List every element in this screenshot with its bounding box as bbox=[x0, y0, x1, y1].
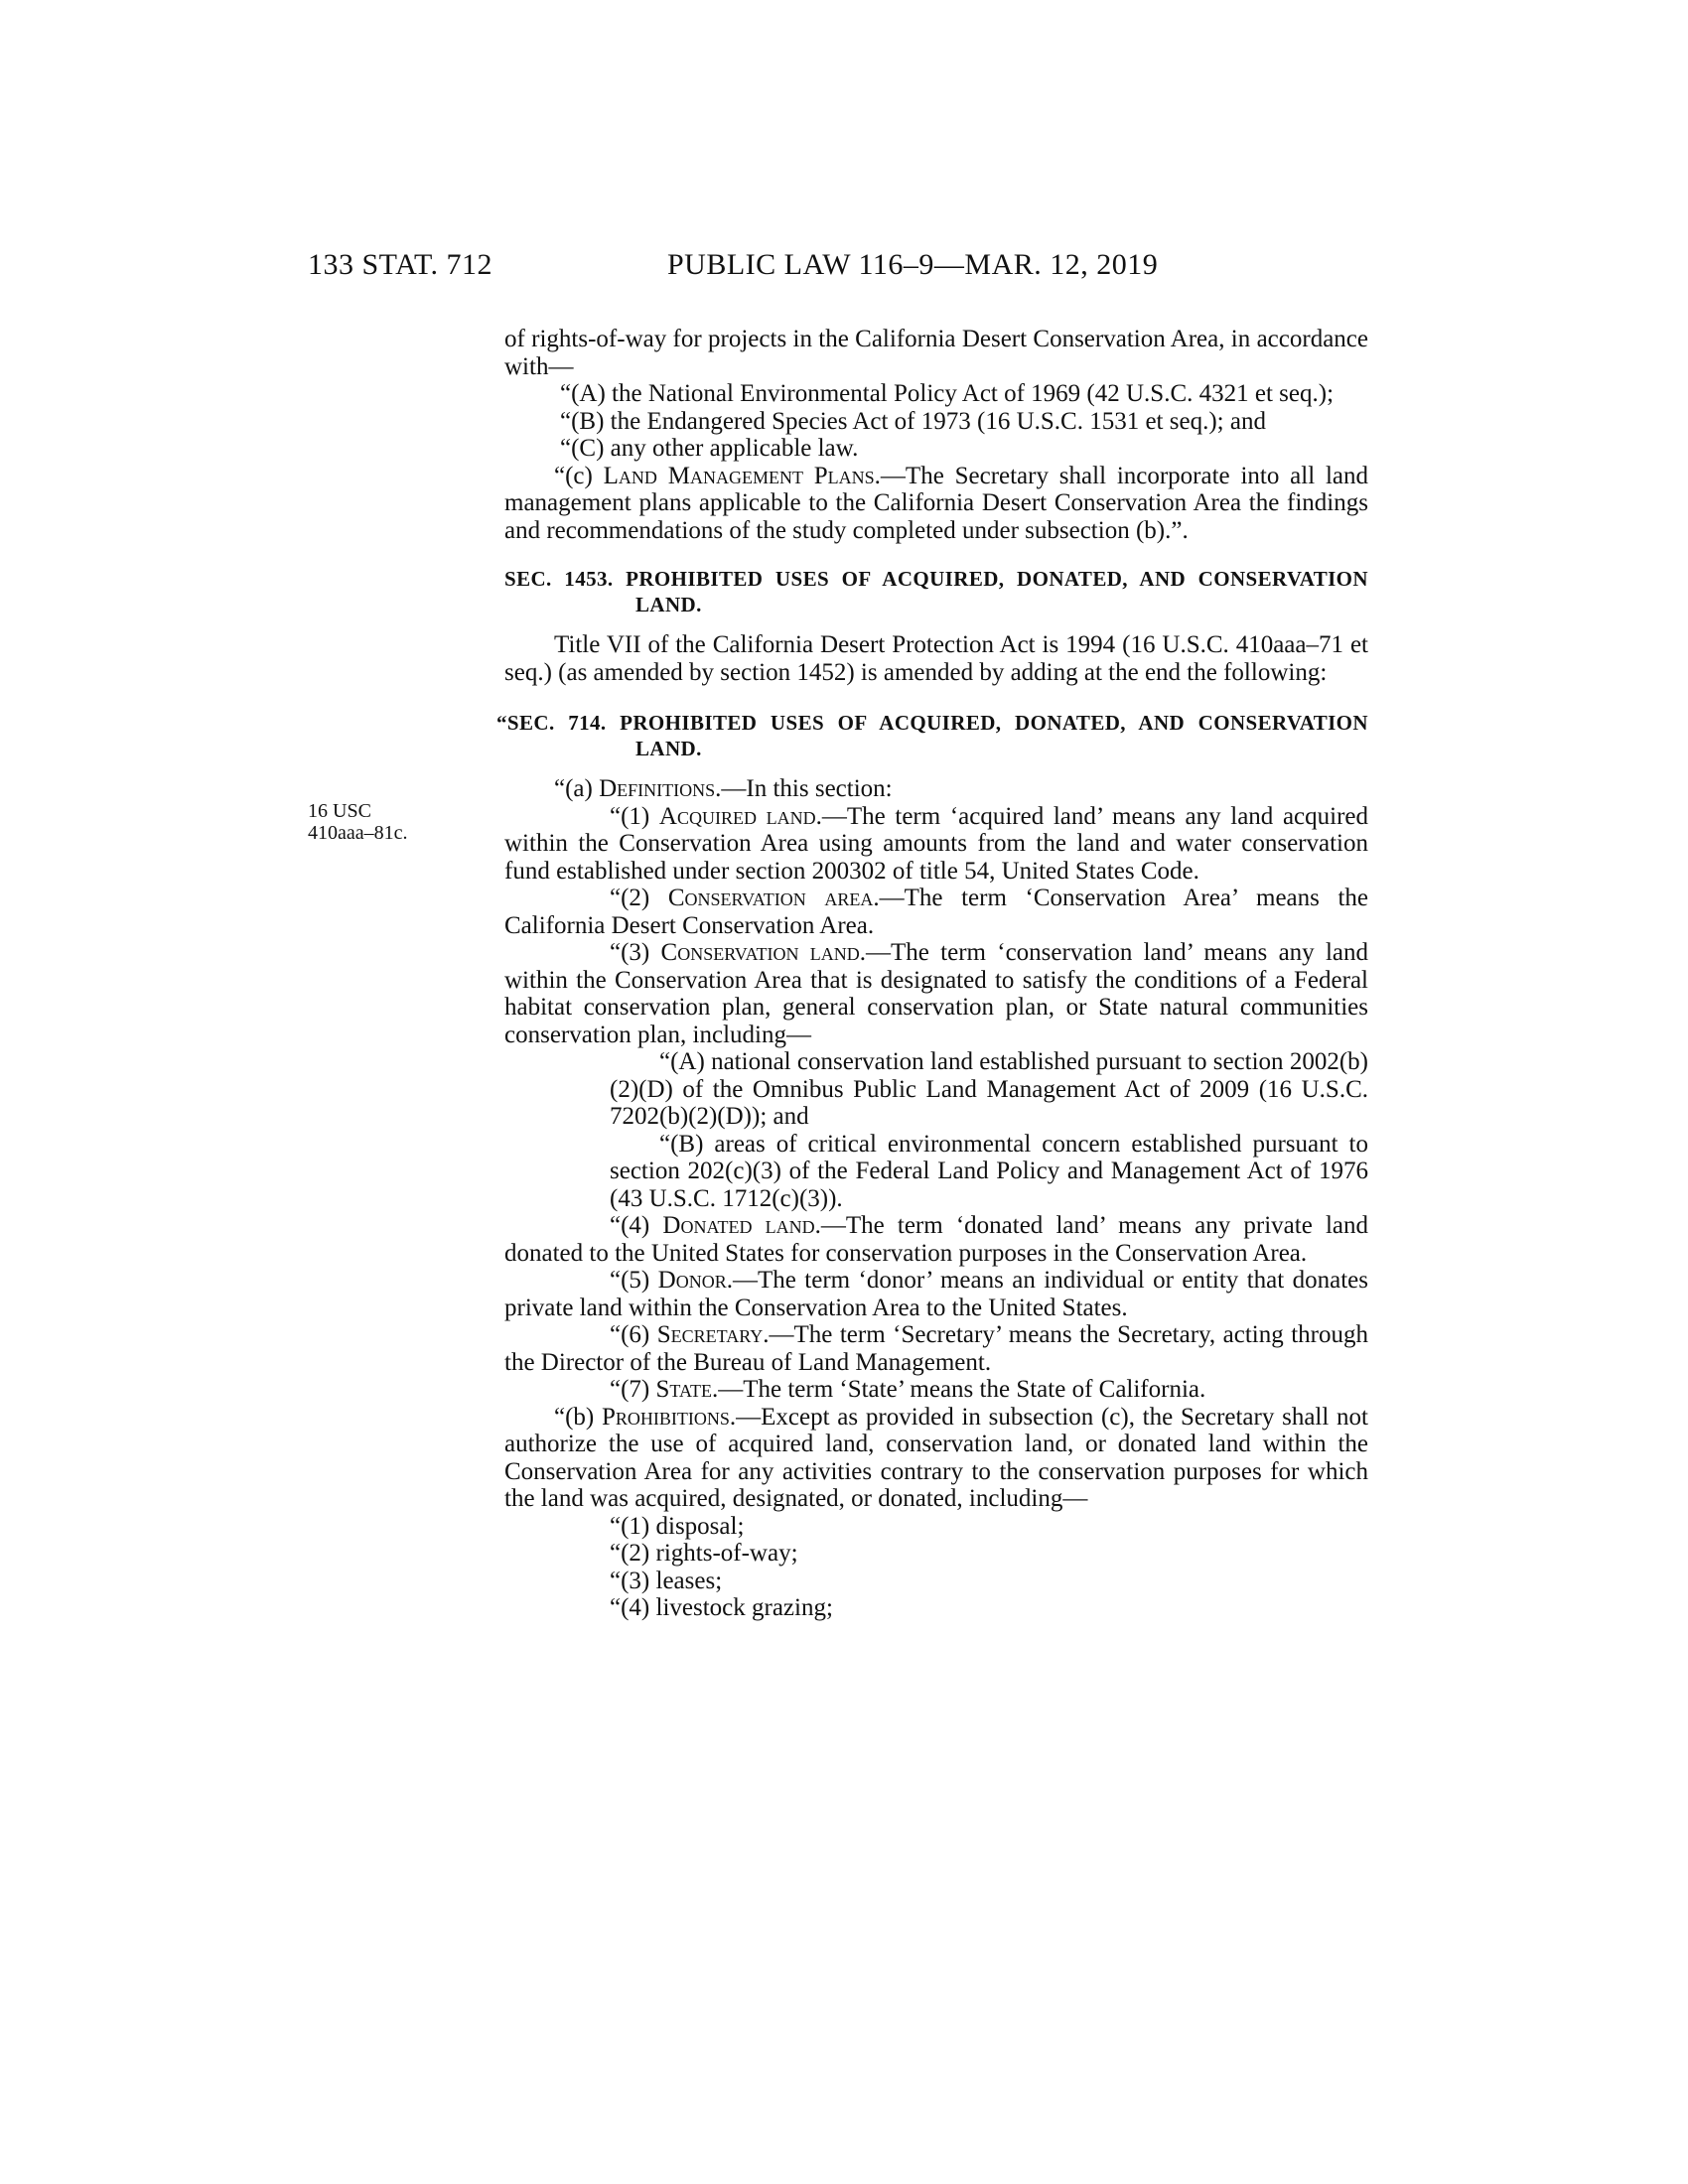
definition-7-text: .—The term ‘State’ means the State of California. bbox=[711, 1376, 1206, 1403]
definition-5-heading: Donor bbox=[657, 1267, 727, 1294]
section-714-heading: “SEC. 714. PROHIBITED USES OF ACQUIRED, DONATED, AND CONSERVATION LAND. bbox=[496, 711, 1368, 760]
definition-6-heading: Secretary bbox=[656, 1321, 764, 1348]
definition-acquired-land bbox=[504, 803, 1368, 886]
document-body bbox=[496, 326, 1369, 1622]
definition-5-label: “(5) bbox=[610, 1267, 658, 1294]
margin-note-line-2: 410aaa–81c. bbox=[308, 822, 408, 844]
definition-4-text: .—The term ‘donated land’ means any private land donated to the United States for conservation purposes in the Conservation Area. bbox=[504, 1212, 1368, 1267]
definition-4-label: “(4) bbox=[610, 1212, 663, 1239]
definition-donated-land bbox=[504, 1212, 1368, 1267]
definition-4-heading: Donated land bbox=[662, 1212, 815, 1239]
definition-6-text: .—The term ‘Secretary’ means the Secretary, acting through the Director of the Bureau of Land Management. bbox=[504, 1321, 1368, 1376]
definition-2-heading: Conservation area bbox=[667, 885, 874, 911]
subsection-c-label: “(c) bbox=[554, 462, 604, 489]
item-endangered-species-act: “(B) the Endangered Species Act of 1973 (16 U.S.C. 1531 et seq.); and bbox=[560, 407, 1266, 435]
subsection-a-label: “(a) bbox=[554, 775, 600, 802]
prohibition-leases: “(3) leases; bbox=[610, 1567, 723, 1594]
prohibition-rights-of-way: “(2) rights-of-way; bbox=[610, 1540, 798, 1567]
item-national-conservation-land: “(A) national conservation land established pursuant to section 2002(b)(2)(D) of the Omnibus Public Land Management Act of 2009 (16 U.S.C. 7202(b)(2)(D)); and bbox=[610, 1048, 1368, 1130]
definition-2-text: .—The term ‘Conservation Area’ means the California Desert Conservation Area. bbox=[504, 885, 1369, 939]
subsection-a-heading: Definitions bbox=[599, 775, 716, 802]
definition-7-heading: State bbox=[655, 1376, 712, 1403]
margin-note-line-1: 16 USC bbox=[308, 800, 371, 822]
paragraph-rights-of-way: of rights-of-way for projects in the California Desert Conservation Area, in accordance with— bbox=[504, 326, 1368, 380]
subsection-c-land-management-plans bbox=[504, 463, 1368, 545]
prohibition-disposal: “(1) disposal; bbox=[610, 1512, 745, 1540]
page-header bbox=[0, 248, 1688, 288]
definition-3-text: .—The term ‘conservation land’ means any land within the Conservation Area that is designated to satisfy the conditions of a Federal habitat conservation plan, general conservation plan, or State natural communities conservation plan, including— bbox=[504, 939, 1369, 1048]
public-law-reference: PUBLIC LAW 116–9—MAR. 12, 2019 bbox=[667, 248, 1159, 281]
definition-3-heading: Conservation land bbox=[660, 939, 860, 966]
definition-1-text: .—The term ‘acquired land’ means any land acquired within the Conservation Area using amounts from the land and water conservation fund established under section 200302 of title 54, United States Code. bbox=[504, 802, 1369, 885]
definition-conservation-area bbox=[504, 885, 1368, 939]
section-1453-heading: SEC. 1453. PROHIBITED USES OF ACQUIRED, DONATED, AND CONSERVATION LAND. bbox=[504, 567, 1368, 616]
item-other-law: “(C) any other applicable law. bbox=[560, 435, 859, 462]
subsection-c-text: .—The Secretary shall incorporate into all land management plans applicable to the California Desert Conservation Area the findings and recommendations of the study completed under subsection (b).”. bbox=[504, 462, 1368, 544]
subsection-b-text: .—Except as provided in subsection (c), the Secretary shall not authorize the use of acquired land, conservation land, or donated land within the Conservation Area for any activities contrary to the conservation purposes for which the land was acquired, designated, or donated, including— bbox=[504, 1403, 1368, 1512]
definition-6-label: “(6) bbox=[610, 1321, 657, 1348]
subsection-c-heading: Land Management Plans bbox=[603, 462, 875, 489]
definition-5-text: .—The term ‘donor’ means an individual or entity that donates private land within the Conservation Area to the United States. bbox=[504, 1267, 1368, 1321]
definition-state bbox=[504, 1376, 1368, 1404]
definition-1-heading: Acquired land bbox=[658, 802, 816, 830]
definition-donor bbox=[504, 1267, 1368, 1321]
subsection-b-label: “(b) bbox=[554, 1403, 602, 1431]
subsection-b-prohibitions bbox=[504, 1404, 1368, 1513]
definition-1-label: “(1) bbox=[610, 802, 659, 830]
statute-page-reference: 133 STAT. 712 bbox=[308, 248, 493, 281]
definition-3-label: “(3) bbox=[610, 939, 661, 966]
subsection-b-heading: Prohibitions bbox=[602, 1403, 730, 1431]
subsection-a-definitions bbox=[504, 775, 1368, 803]
definition-conservation-land bbox=[504, 939, 1368, 1048]
margin-note-usc-citation bbox=[308, 800, 487, 844]
definition-7-label: “(7) bbox=[610, 1376, 656, 1403]
definition-2-label: “(2) bbox=[610, 885, 668, 911]
definition-secretary bbox=[504, 1321, 1368, 1376]
prohibition-livestock-grazing: “(4) livestock grazing; bbox=[610, 1594, 833, 1621]
item-critical-environmental-concern: “(B) areas of critical environmental concern established pursuant to section 202(c)(3) of the Federal Land Policy and Management Act of 1976 (43 U.S.C. 1712(c)(3)). bbox=[610, 1130, 1368, 1212]
paragraph-title-vii-amendment: Title VII of the California Desert Protection Act is 1994 (16 U.S.C. 410aaa–71 et seq.) (as amended by section 1452) is amended by adding at the end the following: bbox=[504, 631, 1368, 686]
item-nepa: “(A) the National Environmental Policy Act of 1969 (42 U.S.C. 4321 et seq.); bbox=[560, 380, 1335, 407]
subsection-a-text: .—In this section: bbox=[715, 775, 893, 802]
